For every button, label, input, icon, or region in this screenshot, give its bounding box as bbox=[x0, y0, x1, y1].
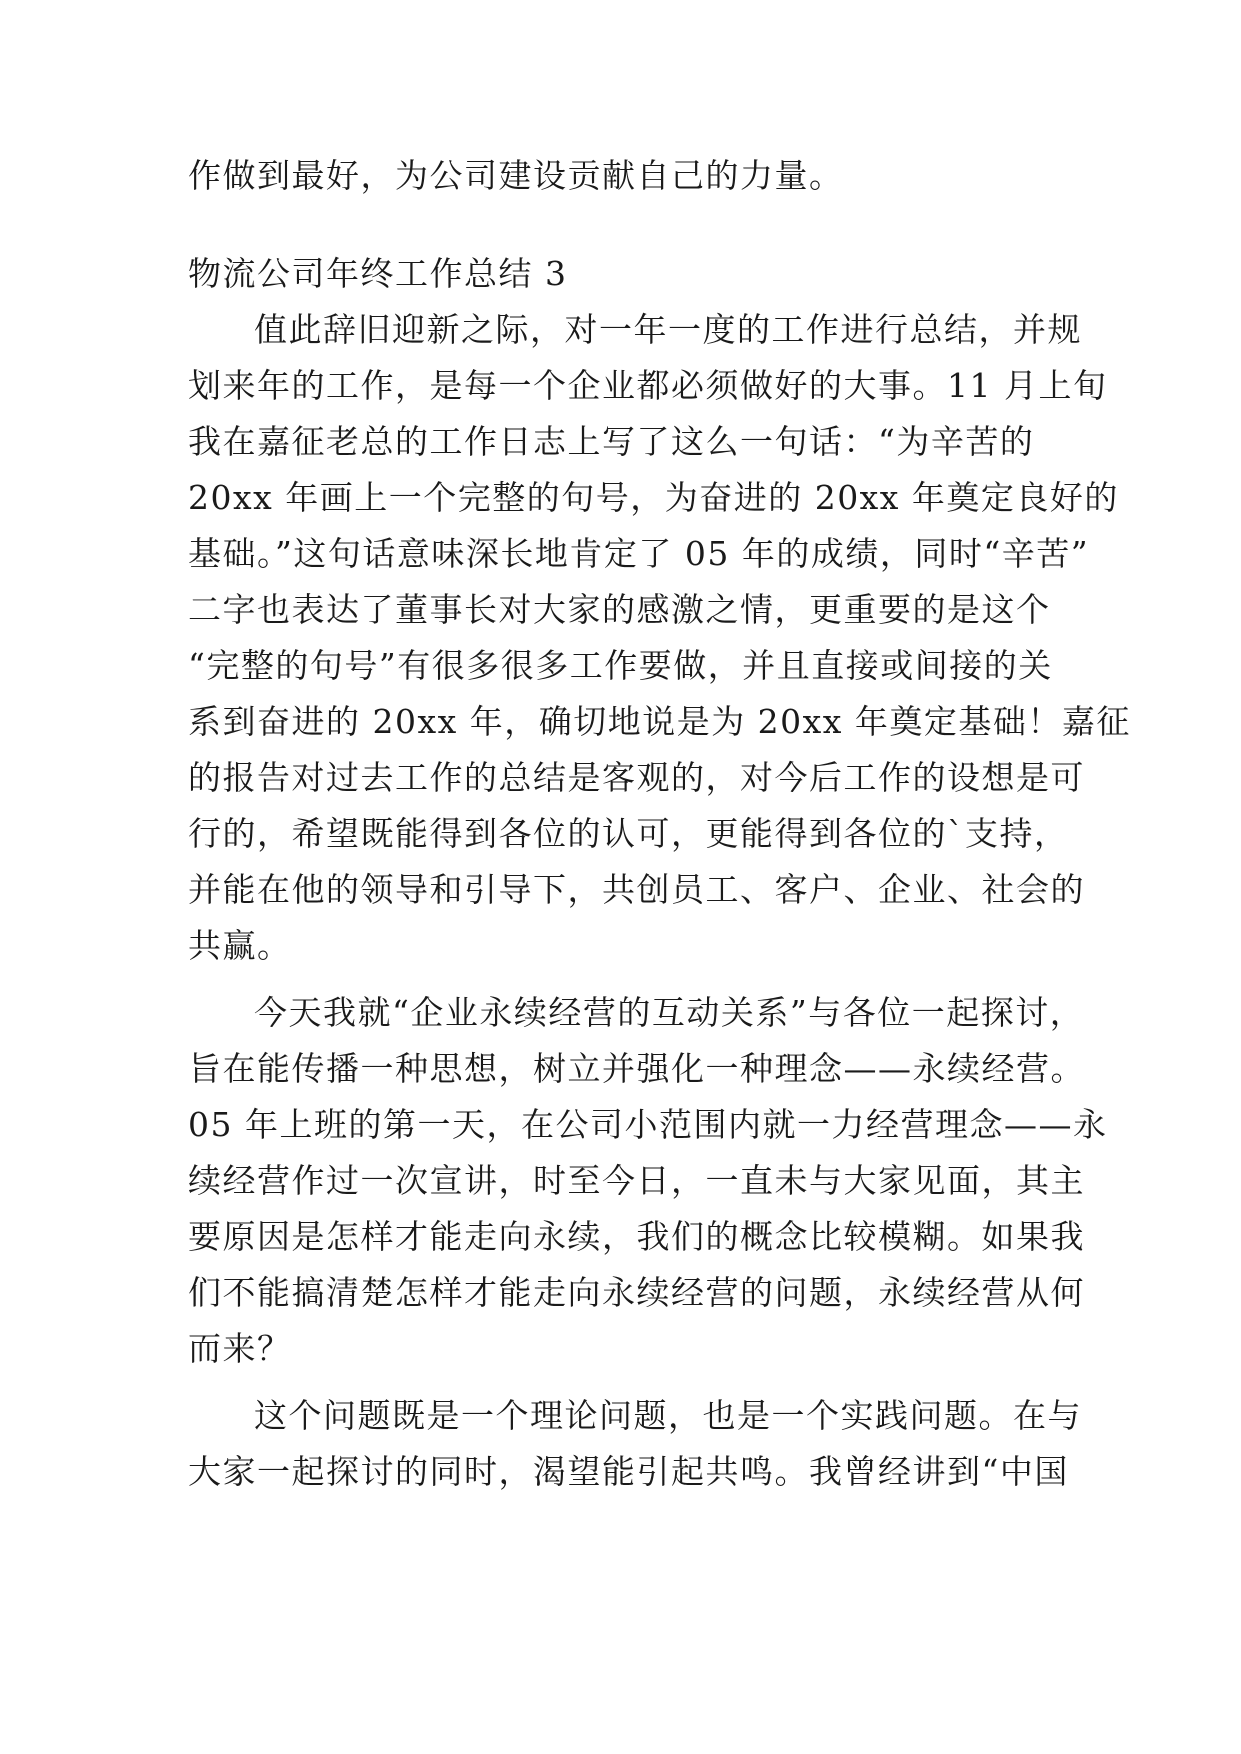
text-line: 的报告对过去工作的总结是客观的，对今后工作的设想是可 bbox=[188, 758, 1085, 797]
text-line: 今天我就“企业永续经营的互动关系”与各位一起探讨， bbox=[254, 993, 1085, 1032]
text-line: 大家一起探讨的同时，渴望能引起共鸣。我曾经讲到“中国 bbox=[188, 1452, 1069, 1491]
text-line: 二字也表达了董事长对大家的感激之情，更重要的是这个 bbox=[188, 590, 1051, 629]
text-line: 作做到最好，为公司建设贡献自己的力量。 bbox=[188, 156, 844, 195]
text-line: 20xx 年画上一个完整的句号，为奋进的 20xx 年奠定良好的 bbox=[188, 478, 1119, 517]
text-line: 05 年上班的第一天，在公司小范围内就一力经营理念——永 bbox=[188, 1105, 1108, 1144]
text-line: 并能在他的领导和引导下，共创员工、客户、企业、社会的 bbox=[188, 870, 1085, 909]
text-line: 这个问题既是一个理论问题，也是一个实践问题。在与 bbox=[254, 1396, 1082, 1435]
text-line: 我在嘉征老总的工作日志上写了这么一句话：“为辛苦的 bbox=[188, 422, 1035, 461]
text-line: “完整的句号”有很多很多工作要做，并且直接或间接的关 bbox=[188, 646, 1053, 685]
text-line: 系到奋进的 20xx 年，确切地说是为 20xx 年奠定基础！嘉征 bbox=[188, 702, 1131, 741]
text-line: 们不能搞清楚怎样才能走向永续经营的问题，永续经营从何 bbox=[188, 1273, 1085, 1312]
text-line: 要原因是怎样才能走向永续，我们的概念比较模糊。如果我 bbox=[188, 1217, 1085, 1256]
text-line: 基础。”这句话意味深长地肯定了 05 年的成绩，同时“辛苦” bbox=[188, 534, 1090, 573]
text-line: 行的，希望既能得到各位的认可，更能得到各位的`支持， bbox=[188, 814, 1069, 853]
text-line: 而来？ bbox=[188, 1329, 292, 1368]
text-line: 旨在能传播一种思想，树立并强化一种理念——永续经营。 bbox=[188, 1049, 1085, 1088]
text-line: 续经营作过一次宣讲，时至今日，一直未与大家见面，其主 bbox=[188, 1161, 1085, 1200]
text-line: 值此辞旧迎新之际，对一年一度的工作进行总结，并规 bbox=[254, 310, 1082, 349]
text-line: 共赢。 bbox=[188, 926, 292, 965]
section-title: 物流公司年终工作总结 3 bbox=[188, 254, 568, 293]
text-line: 划来年的工作，是每一个企业都必须做好的大事。11 月上旬 bbox=[188, 366, 1108, 405]
